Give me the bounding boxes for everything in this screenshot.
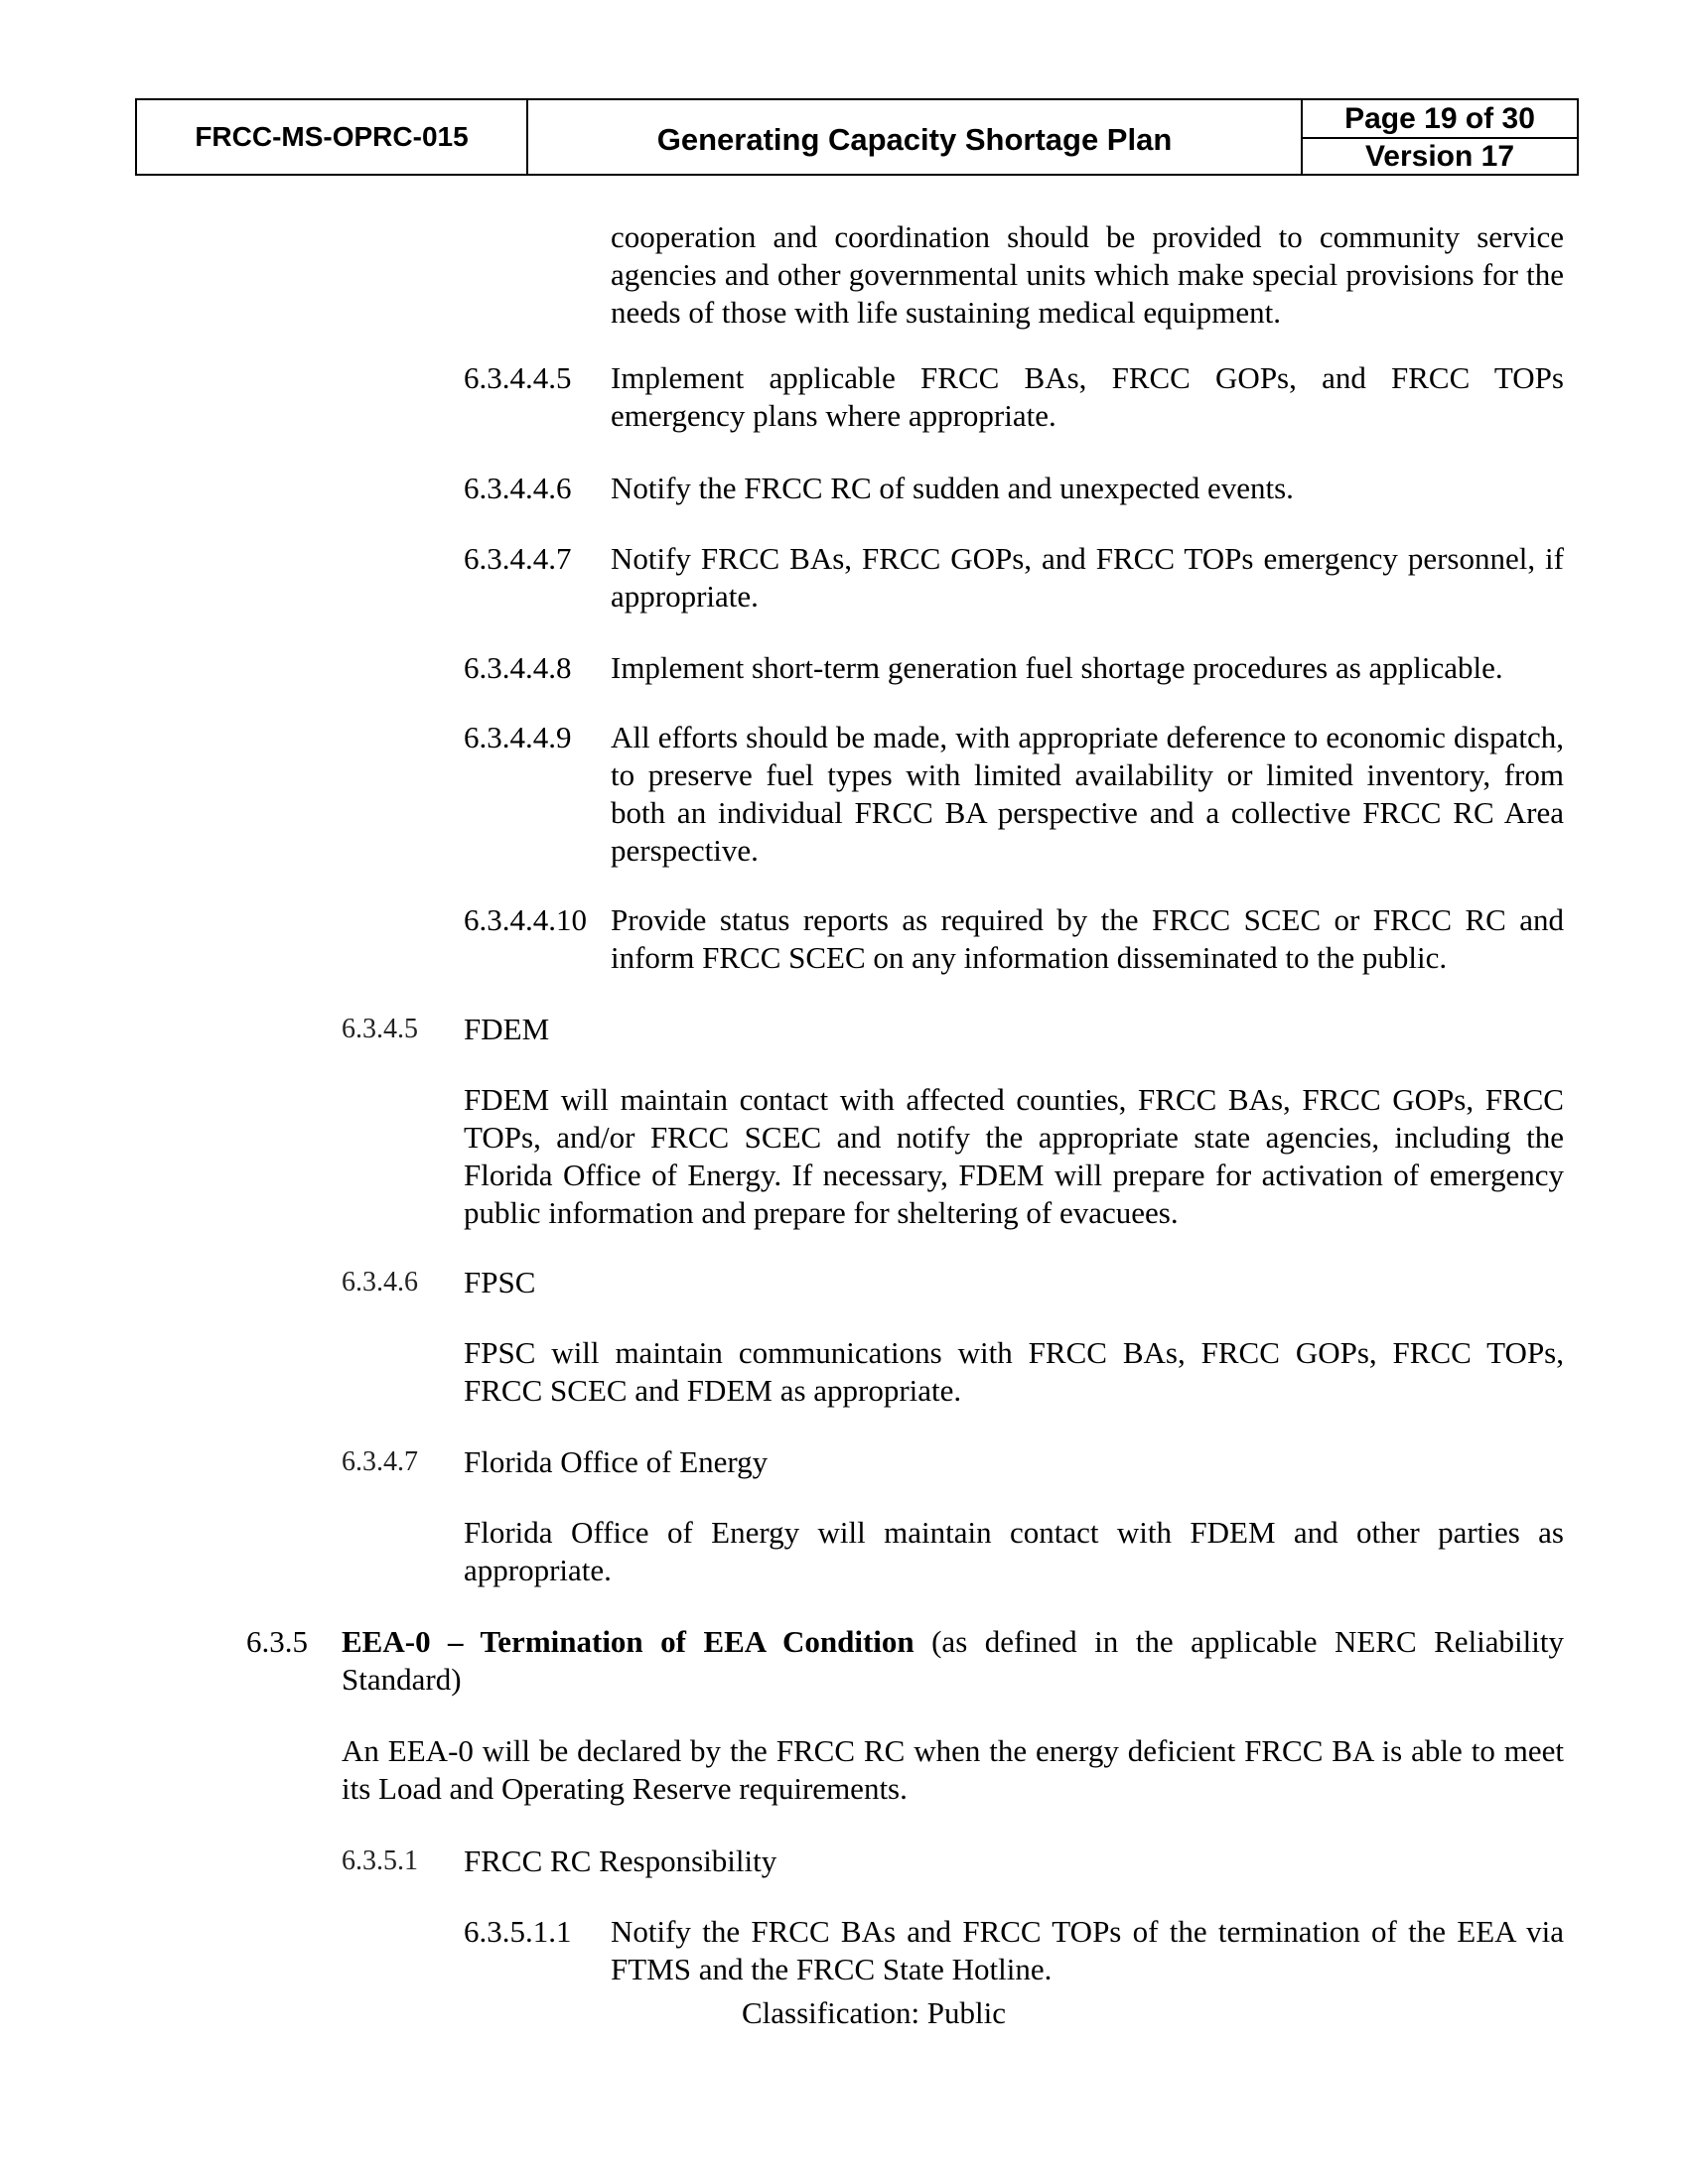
section-number: 6.3.5 (246, 1624, 308, 1659)
section-paragraph: FDEM will maintain contact with affected counties, FRCC BAs, FRCC GOPs, FRCC TOPs, and/or FRCC SCEC and notify the appropriate state agencies, including the Florida Office of Energy. If necessary, FDEM will prepare for activation of emergency public information and prepare for sheltering of evacuees. (464, 1082, 1564, 1230)
item-number: 6.3.4.4.5 (464, 360, 572, 395)
section-heading: FPSC (464, 1265, 536, 1299)
header-page-info (1303, 100, 1577, 174)
item-number: 6.3.4.4.10 (464, 902, 587, 937)
item-text: Notify the FRCC RC of sudden and unexpected events. (611, 471, 1294, 505)
section-paragraph: Florida Office of Energy will maintain contact with FDEM and other parties as appropriate. (464, 1515, 1564, 1587)
item-number: 6.3.4.4.7 (464, 541, 572, 576)
section-paragraph: An EEA-0 will be declared by the FRCC RC when the energy deficient FRCC BA is able to meet its Load and Operating Reserve requirements. (342, 1733, 1564, 1806)
header-page-number: Page 19 of 30 (1303, 100, 1577, 139)
item-text: Notify the FRCC BAs and FRCC TOPs of the termination of the EEA via FTMS and the FRCC State Hotline. (611, 1914, 1564, 1986)
section-number: 6.3.4.7 (342, 1446, 418, 1477)
item-text: Notify FRCC BAs, FRCC GOPs, and FRCC TOPs emergency personnel, if appropriate. (611, 541, 1564, 614)
item-text: All efforts should be made, with appropriate deference to economic dispatch, to preserve fuel types with limited availability or limited inventory, from both an individual FRCC BA perspective and a collective FRCC RC Area perspective. (611, 720, 1564, 868)
section-paragraph: FPSC will maintain communications with FRCC BAs, FRCC GOPs, FRCC TOPs, FRCC SCEC and FDEM as appropriate. (464, 1335, 1564, 1408)
section-number: 6.3.4.5 (342, 1014, 418, 1044)
section-heading-rest: (as defined in the applicable NERC Reliability Standard) (342, 1624, 1564, 1697)
item-text: Implement short-term generation fuel shortage procedures as applicable. (611, 650, 1503, 685)
section-heading: FRCC RC Responsibility (464, 1843, 777, 1878)
section-heading-bold: EEA-0 – Termination of EEA Condition (342, 1624, 914, 1659)
item-text: Provide status reports as required by the FRCC SCEC or FRCC RC and inform FRCC SCEC on any information disseminated to the public. (611, 902, 1564, 975)
header-version: Version 17 (1364, 139, 1515, 173)
section-heading: FDEM (464, 1012, 550, 1046)
section-heading (342, 1623, 1564, 1699)
section-number: 6.3.5.1 (342, 1845, 418, 1876)
item-text: Implement applicable FRCC BAs, FRCC GOPs, and FRCC TOPs emergency plans where appropriate. (611, 360, 1564, 433)
header-title: Generating Capacity Shortage Plan (528, 100, 1303, 174)
section-heading: Florida Office of Energy (464, 1444, 769, 1479)
item-number: 6.3.4.4.6 (464, 471, 572, 505)
section-number: 6.3.4.6 (342, 1267, 418, 1297)
classification-footer: Classification: Public (741, 1995, 1007, 2030)
item-number: 6.3.4.4.9 (464, 720, 572, 754)
item-number: 6.3.4.4.8 (464, 650, 572, 685)
header-doc-id: FRCC-MS-OPRC-015 (137, 100, 528, 174)
continuation-paragraph: cooperation and coordination should be provided to community service agencies and other governmental units which make special provisions for the needs of those with life sustaining medical equipment. (611, 219, 1564, 330)
item-number: 6.3.5.1.1 (464, 1914, 572, 1949)
document-header (135, 98, 1579, 176)
